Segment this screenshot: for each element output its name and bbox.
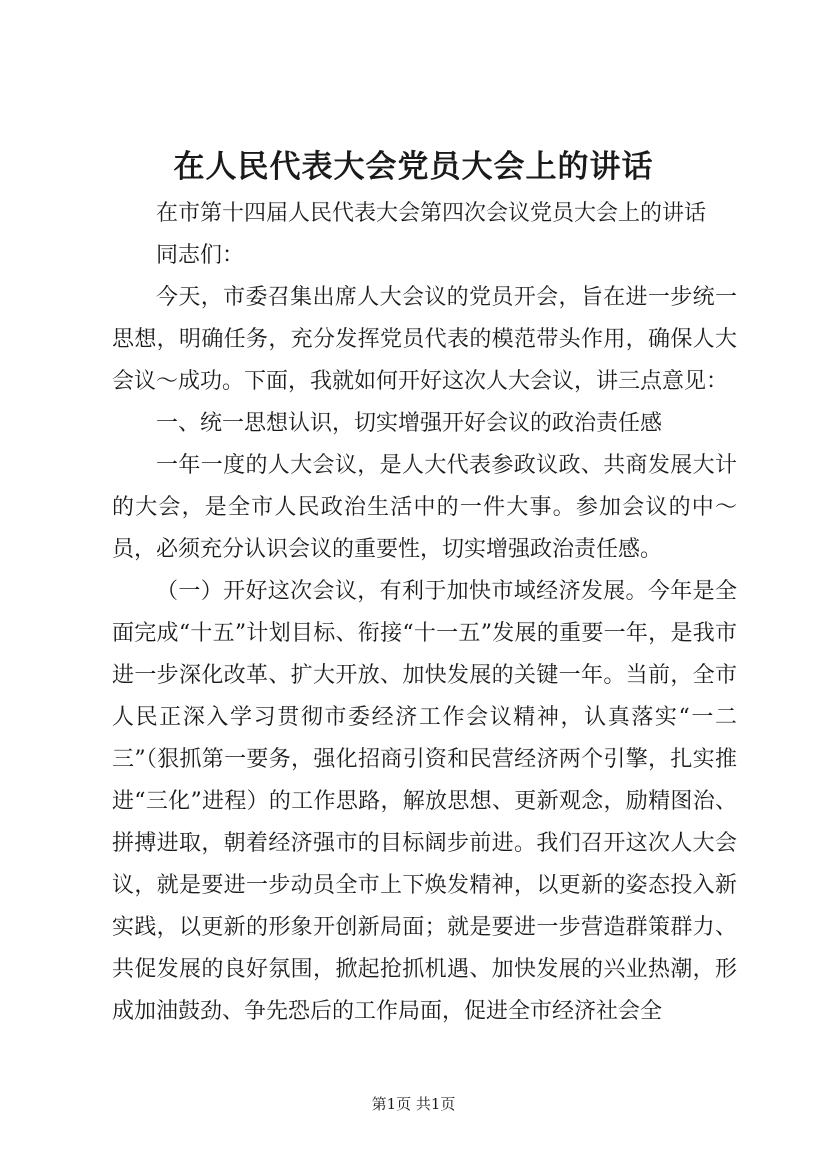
paragraph-intro: 今天，市委召集出席人大会议的党员开会，旨在进一步统一思想，明确任务，充分发挥党员代表的模范带头作用，确保人大会议～成功。下面，我就如何开好这次人大会议，讲三点意见： bbox=[112, 285, 737, 394]
paragraph-subtitle: 在市第十四届人民代表大会第四次会议党员大会上的讲话 bbox=[156, 201, 707, 226]
document-title: 在人民代表大会党员大会上的讲话 bbox=[173, 149, 654, 185]
paragraph-body: 一年一度的人大会议，是人大代表参政议政、共商发展大计的大会，是全市人民政治生活中的一件大事。参加会议的中～员，必须充分认识会议的重要性，切实增强政治责任感。 bbox=[112, 453, 737, 562]
document-body bbox=[112, 193, 737, 1033]
paragraph-salutation: 同志们： bbox=[156, 243, 245, 268]
paragraph-body: （一）开好这次会议，有利于加快市域经济发展。今年是全面完成“十五”计划目标、衔接“十一五”发展的重要一年，是我市进一步深化改革、扩大开放、加快发展的关键一年。当前，全市人民正深入学习贯彻市委经济工作会议精神，认真落实“一二三”（狠抓第一要务，强化招商引资和民营经济两个引擎，扎实推进“三化”进程）的工作思路，解放思想、更新观念，励精图治、拼搏进取，朝着经济强市的目标阔步前进。我们召开这次人大会议，就是要进一步动员全市上下焕发精神，以更新的姿态投入新实践，以更新的形象开创新局面；就是要进一步营造群策群力、共促发展的良好氛围，掀起抢抓机遇、加快发展的兴业热潮，形成加油鼓劲、争先恐后的工作局面，促进全市经济社会全 bbox=[112, 579, 737, 1024]
page-number-footer: 第1页 共1页 bbox=[371, 1095, 456, 1113]
paragraph-section-heading: 一、统一思想认识，切实增强开好会议的政治责任感 bbox=[156, 411, 663, 436]
